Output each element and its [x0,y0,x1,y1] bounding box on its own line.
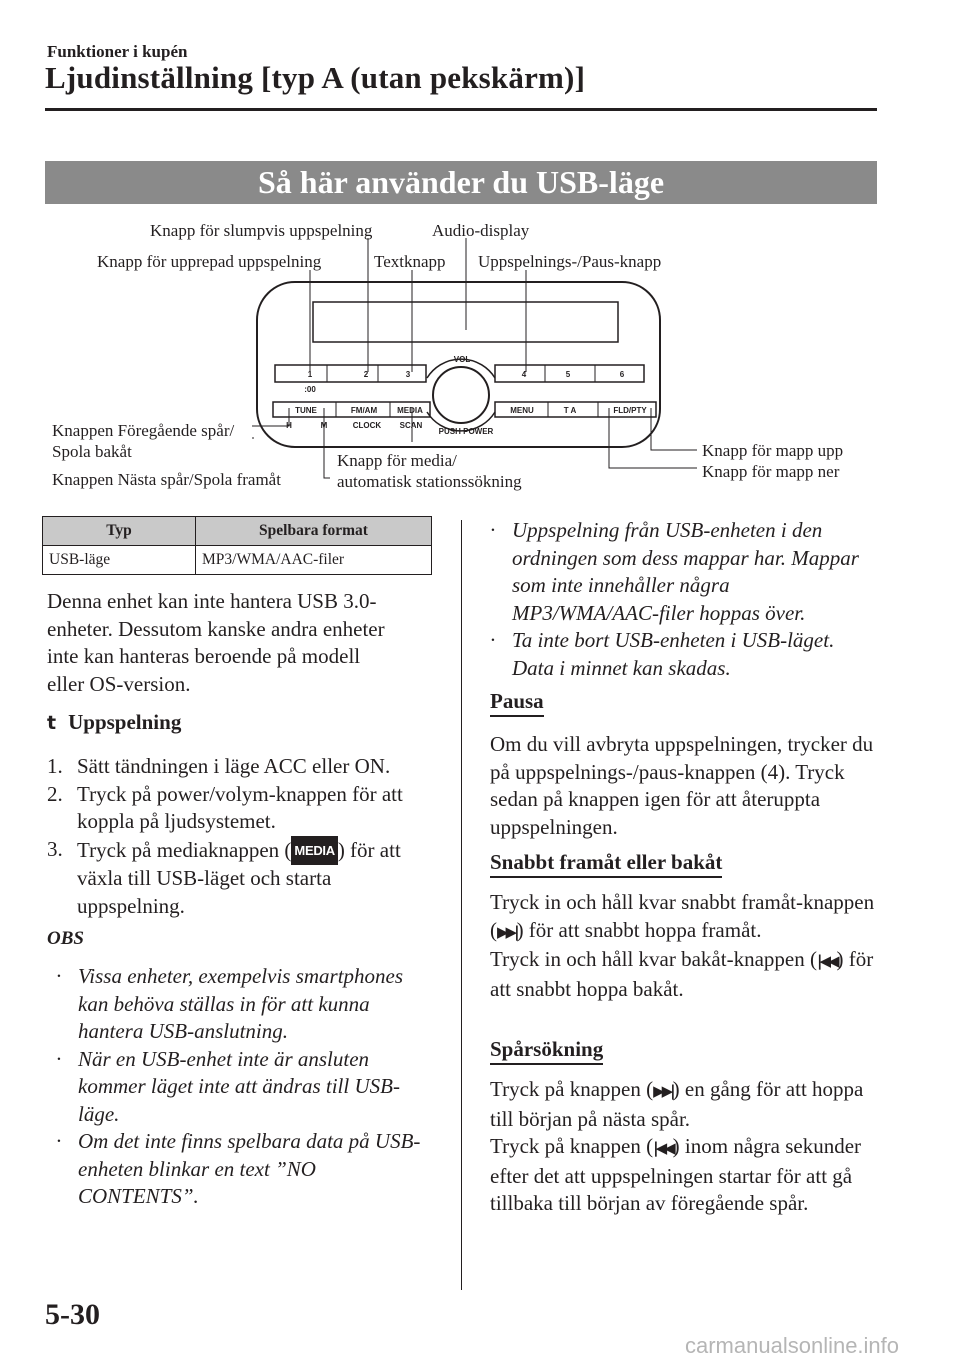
track-search-heading: Spårsökning [490,1037,603,1065]
table-header: Spelbara format [196,517,432,546]
ff-text: ) för att snabbt hoppa framåt. [516,917,762,942]
fast-forward-heading: Snabbt framåt eller bakåt [490,850,722,878]
fast-forward-paragraph [490,889,875,1003]
m-label: M [320,421,328,430]
note-text: Ta inte bort USB-enheten i USB-läget. Data i minnet kan skadas. [512,628,835,680]
fm-am-label: FM/AM [350,406,378,415]
list-item: · Om det inte finns spelbara data på USB-enheten blinkar en text ”NO CONTENTS”. [56,1129,421,1208]
obs-list [44,963,429,1211]
fast-forward-icon: ▶▶| [497,922,517,941]
list-item: · Uppspelning från USB-enheten i den ordningen som dess mappar har. Mappar som inte innehåller några MP3/WMA/AAC-filer hoppas över. [490,518,859,625]
pause-heading: Pausa [490,689,544,717]
media-button-icon: MEDIA [291,836,337,866]
callout-folder-down: Knapp för mapp ner [702,462,840,481]
search-text: Tryck på knappen ( [490,1077,654,1101]
callout-media [337,450,522,492]
search-text: Tryck på knappen ( [490,1134,654,1158]
previous-track-icon: |◀◀ [653,1139,673,1157]
table-header-row [43,517,432,546]
push-power-label: PUSH POWER [438,427,494,436]
obs-label: OBS [47,928,84,949]
page-number: 5-30 [45,1298,100,1331]
section-banner: Så här använder du USB-läge [45,161,877,204]
obs-item-text: Om det inte finns spelbara data på USB-enheten blinkar en text ”NO CONTENTS”. [78,1129,421,1208]
step-number: 1. [47,754,63,778]
list-item [47,781,442,836]
fld-pty-label: FLD/PTY [613,406,647,415]
note-text: Uppspelning från USB-enheten i den ordningen som dess mappar har. Mappar som inte innehåller några MP3/WMA/AAC-filer hoppas över. [512,518,859,625]
media-label: MEDIA [397,406,423,415]
next-track-icon: ▶▶| [653,1082,673,1100]
table-cell: USB-läge [43,546,196,575]
preset-1-label: 1 [307,370,313,379]
step-text-post: ) för att växla till USB-läget och starta uppspelning. [77,837,401,918]
list-item [47,753,442,781]
ff-text: ) för att snabbt hoppa bakåt. [490,947,874,1001]
table-header: Typ [43,517,196,546]
search-text: ) inom några sekunder efter det att uppspelningen startar för att gå tillbaka till början av föregående spår. [490,1134,862,1215]
step-text [77,836,442,921]
ff-text: Tryck in och håll kvar bakåt-knappen ( [490,947,817,971]
steps-list [47,753,442,920]
step-number: 2. [47,781,63,806]
preset-2-label: 2 [363,370,369,379]
h-label: H [286,421,292,430]
callout-play-pause: Uppspelnings-/Paus-knapp [478,252,662,271]
callout-media-line1: Knapp för media/ [337,451,457,470]
search-text: ) en gång för att hoppa till början på nästa spår. [490,1077,864,1131]
obs-item-text: Vissa enheter, exempelvis smartphones kan behöva ställas in för att kunna hantera USB-anslutning. [78,964,404,1043]
callout-folder-up: Knapp för mapp upp [702,441,844,460]
playback-heading [47,710,181,735]
list-item [47,836,442,921]
list-item: · Vissa enheter, exempelvis smartphones kan behöva ställas in för att kunna hantera USB-anslutning. [56,964,404,1043]
callout-text: Textknapp [374,252,446,271]
usb-notes [478,517,870,682]
section-marker: t [47,712,57,734]
table-row [43,546,432,575]
preset-4-label: 4 [521,370,527,379]
preset-5-label: 5 [565,370,571,379]
rewind-icon: |◀◀ [816,952,837,970]
clock-label: CLOCK [352,421,382,430]
preset-6-label: 6 [619,370,625,379]
callout-shuffle: Knapp för slumpvis uppspelning [150,221,373,240]
step-text: Sätt tändningen i läge ACC eller ON. [77,754,391,778]
audio-unit-diagram [0,210,960,495]
callout-prev-line1: Knappen Föregående spår/ [52,421,235,440]
vol-label: VOL [453,355,471,364]
watermark: carmanualsonline.info [685,1333,900,1358]
ff-text: Tryck in och håll kvar snabbt framåt-knappen ( [490,890,875,942]
table-cell: MP3/WMA/AAC-filer [196,546,432,575]
playback-heading-text: Uppspelning [68,710,182,734]
callout-next-track: Knappen Nästa spår/Spola framåt [52,470,281,489]
obs-item-text: När en USB-enhet inte är ansluten kommer läget inte att ändras till USB-läge. [78,1046,400,1126]
callout-repeat: Knapp för upprepad uppspelning [97,252,322,271]
step-number: 3. [47,836,63,861]
time-label: :00 [304,385,316,394]
page-title: Ljudinställning [typ A (utan pekskärm)] [45,60,586,95]
title-rule [45,108,877,111]
step-text: Tryck på power/volym-knappen för att koppla på ljudsystemet. [77,781,403,833]
callout-prev-track [52,420,234,462]
callout-prev-line2: Spola bakåt [52,442,132,461]
step-text-pre: Tryck på mediaknappen ( [77,837,292,862]
intro-paragraph: Denna enhet kan inte hantera USB 3.0-enheter. Dessutom kanske andra enheter inte kan hanteras beroende på modell eller OS-version. [47,589,385,696]
callout-media-line2: automatisk stationssökning [337,472,522,491]
scan-label: SCAN [399,421,423,430]
tune-label: TUNE [295,406,317,415]
callout-audio-display: Audio-display [432,221,530,240]
preset-3-label: 3 [405,370,411,379]
pause-paragraph: Om du vill avbryta uppspelningen, trycker du på uppspelnings-/paus-knappen (4). Tryck sedan på knappen igen för att återuppta uppspelningen. [490,732,874,839]
menu-label: MENU [510,406,534,415]
ta-label: T A [563,406,577,415]
format-table [42,516,432,575]
track-search-paragraph [490,1076,875,1218]
section-label: Funktioner i kupén [47,42,188,61]
column-divider [461,520,462,1290]
list-item: · Ta inte bort USB-enheten i USB-läget. Data i minnet kan skadas. [490,628,835,680]
list-item: · När en USB-enhet inte är ansluten kommer läget inte att ändras till USB-läge. [56,1046,400,1126]
